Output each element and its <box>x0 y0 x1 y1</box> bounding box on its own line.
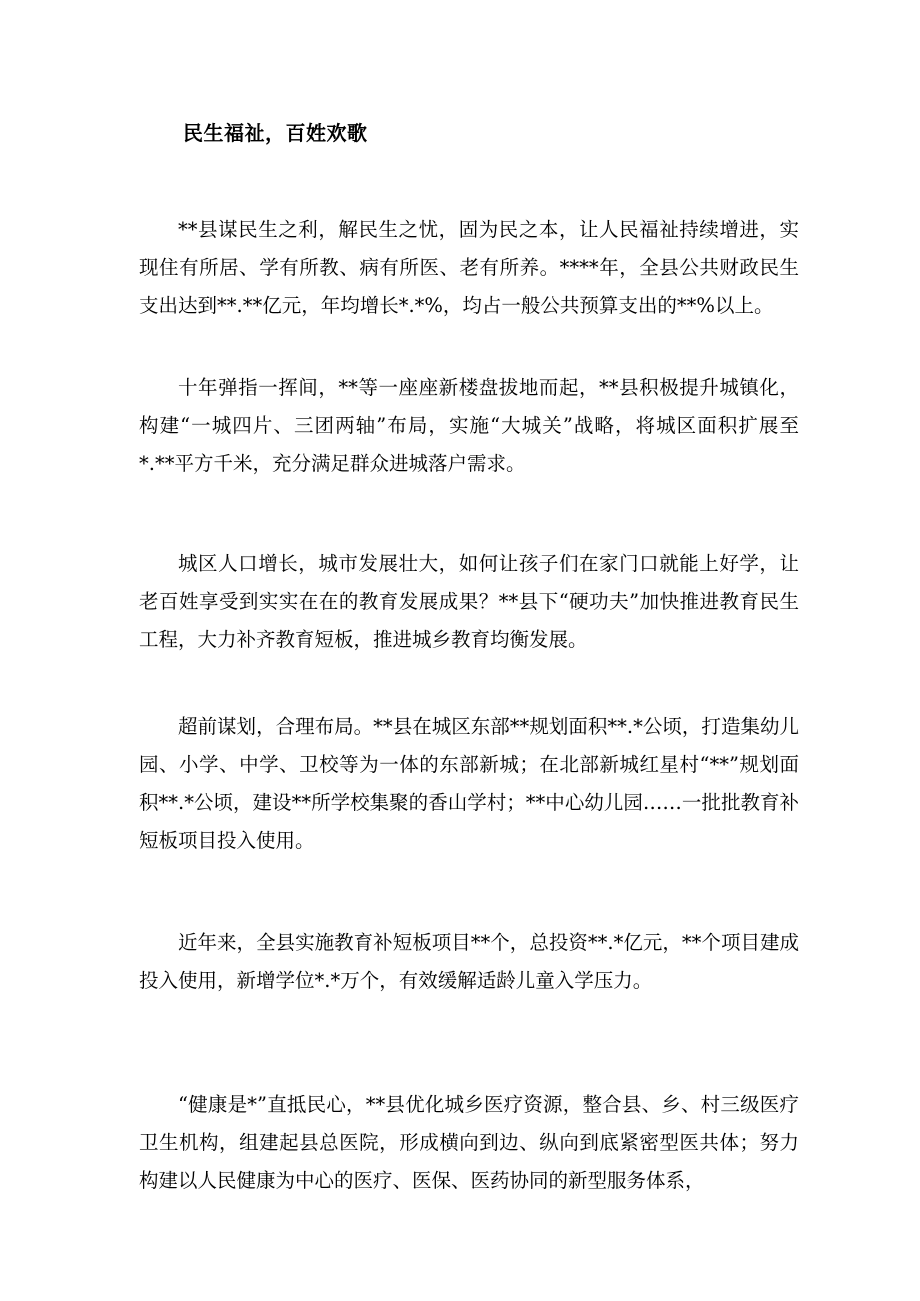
paragraph-education-planning: 超前谋划，合理布局。**县在城区东部**规划面积**.*公顷，打造集幼儿园、小学、中学、卫校等为一体的东部新城；在北部新城红星村“**”规划面积**.*公顷，建设**所学校集聚的香山学村；**中心幼儿园……一批批教育补短板项目投入使用。 <box>139 715 799 852</box>
paragraph-healthcare: “健康是*”直抵民心，**县优化城乡医疗资源，整合县、乡、村三级医疗卫生机构，组建起县总医院，形成横向到边、纵向到底紧密型医共体；努力构建以人民健康为中心的医疗、医保、医药协同的新型服务体系， <box>139 1093 799 1192</box>
paragraph-education-projects: 近年来，全县实施教育补短板项目**个，总投资**.*亿元，**个项目建成投入使用，新增学位*.*万个，有效缓解适龄儿童入学压力。 <box>139 931 799 992</box>
section-heading: 民生福祉，百姓欢歌 <box>183 121 368 145</box>
paragraph-urbanization: 十年弹指一挥间，**等一座座新楼盘拔地而起，**县积极提升城镇化，构建“一城四片、三团两轴”布局，实施“大城关”战略，将城区面积扩展至*.**平方千米，充分满足群众进城落户需求。 <box>139 376 799 475</box>
paragraph-education-intro: 城区人口增长，城市发展壮大，如何让孩子们在家门口就能上好学，让老百姓享受到实实在在的教育发展成果？**县下“硬功夫”加快推进教育民生工程，大力补齐教育短板，推进城乡教育均衡发展。 <box>139 552 799 651</box>
paragraph-livelihood-spending: **县谋民生之利，解民生之忧，固为民之本，让人民福祉持续增进，实现住有所居、学有所教、病有所医、老有所养。****年，全县公共财政民生支出达到**.**亿元，年均增长*.*%，均占一般公共预算支出的**%以上。 <box>139 218 799 317</box>
